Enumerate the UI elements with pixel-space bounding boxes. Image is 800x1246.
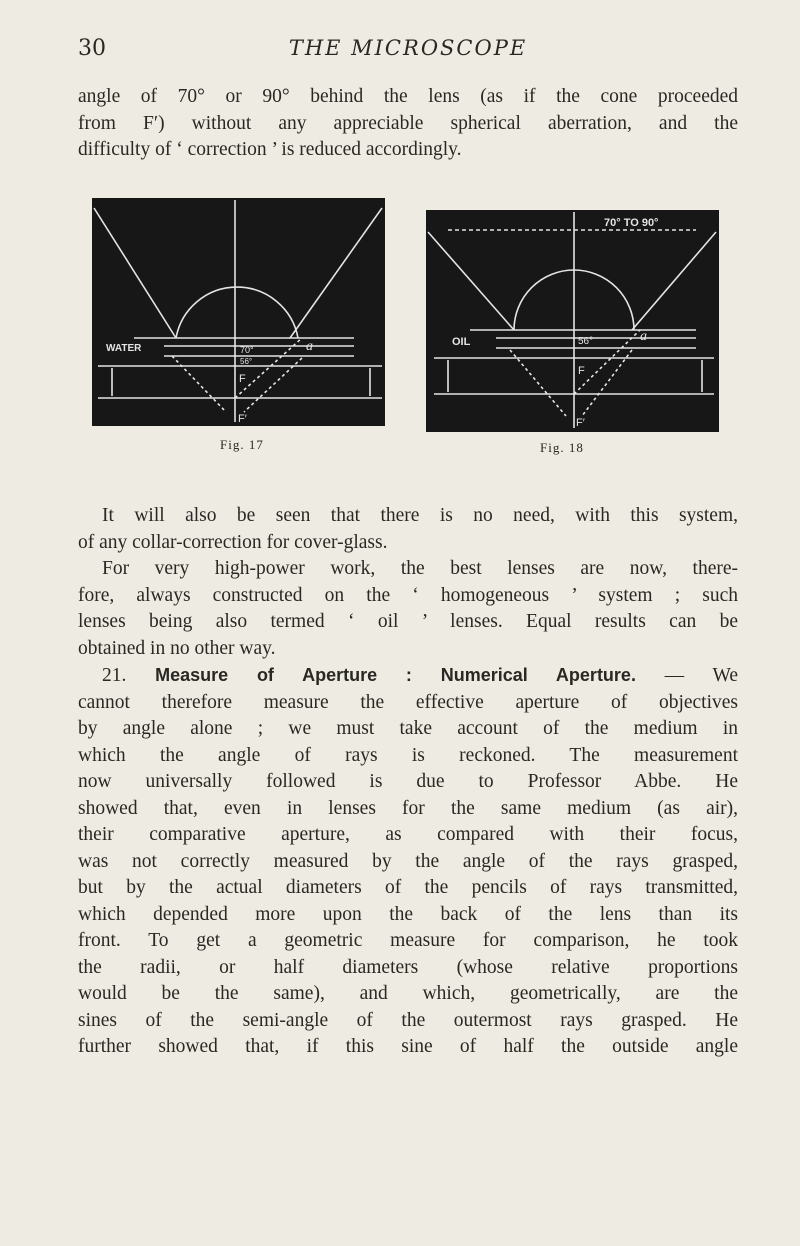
- text-line: from F′) without any appreciable spherical aberration, and the: [78, 112, 738, 134]
- figure-18-diagram: [426, 210, 719, 432]
- fig18-range-label: 70° TO 90°: [604, 217, 659, 229]
- section-heading: Measure of Aperture : Numerical Aperture.: [155, 665, 636, 685]
- fig18-focus-label: F: [578, 365, 585, 377]
- text-line: further showed that, if this sine of half the outside angle: [78, 1036, 738, 1057]
- text-line: front. To get a geometric measure for comparison, he took: [78, 930, 738, 951]
- text-line: their comparative aperture, as compared with their focus,: [78, 824, 738, 845]
- text-line: sines of the semi-angle of the outermost rays grasped. He: [78, 1009, 738, 1031]
- figure-17-caption: Fig. 17: [220, 437, 264, 452]
- fig17-focus-label: F: [239, 373, 246, 385]
- section-heading-line: [78, 662, 738, 690]
- figure-17-diagram: [92, 198, 385, 426]
- figure-17-svg: [92, 198, 385, 426]
- fig18-medium-label: OIL: [452, 336, 471, 348]
- text-line: by angle alone ; we must take account of the medium in: [78, 718, 738, 739]
- text-line: obtained in no other way.: [78, 637, 276, 659]
- text-line: which the angle of rays is reckoned. The measurement: [78, 744, 738, 766]
- text-line: of any collar-correction for cover-glass.: [78, 531, 388, 553]
- text-line: difficulty of ‘ correction ’ is reduced accordingly.: [78, 139, 462, 160]
- text-line: angle of 70° or 90° behind the lens (as if the cone proceeded: [78, 86, 738, 107]
- text-line: the radii, or half diameters (whose relative proportions: [78, 956, 738, 978]
- fig17-angle-inner: 56°: [240, 357, 253, 366]
- text-line: now universally followed is due to Professor Abbe. He: [78, 771, 738, 792]
- figure-18-svg: [426, 210, 719, 432]
- fig18-point-label: a: [640, 329, 647, 344]
- text-line: showed that, even in lenses for the same medium (as air),: [78, 797, 738, 819]
- fig17-point-label: a: [306, 339, 313, 354]
- fig17-angle-outer: 70°: [240, 345, 254, 355]
- body-paragraphs: [78, 503, 738, 1061]
- text-line: cannot therefore measure the effective aperture of objectives: [78, 691, 738, 713]
- figure-18-caption: Fig. 18: [540, 440, 584, 455]
- page-number: 30: [78, 36, 106, 61]
- text-line: was not correctly measured by the angle of the rays grasped,: [78, 850, 738, 872]
- text-line: lenses being also termed ‘ oil ’ lenses. Equal results can be: [78, 611, 738, 632]
- text-line: fore, always constructed on the ‘ homogeneous ’ system ; such: [78, 584, 738, 606]
- text-line: which depended more upon the back of the lens than its: [78, 903, 738, 925]
- text-line: It will also be seen that there is no need, with this system,: [102, 505, 738, 526]
- fig17-medium-label: WATER: [106, 343, 142, 354]
- text-line: would be the same), and which, geometrically, are the: [78, 983, 738, 1004]
- running-title: THE MICROSCOPE: [288, 36, 528, 60]
- section-lead: — We: [664, 665, 738, 686]
- text-line: For very high-power work, the best lenses are now, there-: [102, 558, 738, 579]
- running-head: [78, 36, 738, 66]
- fig17-focus-prime-label: F′: [238, 413, 247, 425]
- section-number: 21.: [102, 665, 127, 686]
- fig18-focus-prime-label: F′: [576, 417, 585, 429]
- fig18-angle-inner: 56°: [578, 336, 594, 347]
- intro-paragraph: [78, 84, 738, 164]
- text-line: but by the actual diameters of the pencils of rays transmitted,: [78, 877, 738, 898]
